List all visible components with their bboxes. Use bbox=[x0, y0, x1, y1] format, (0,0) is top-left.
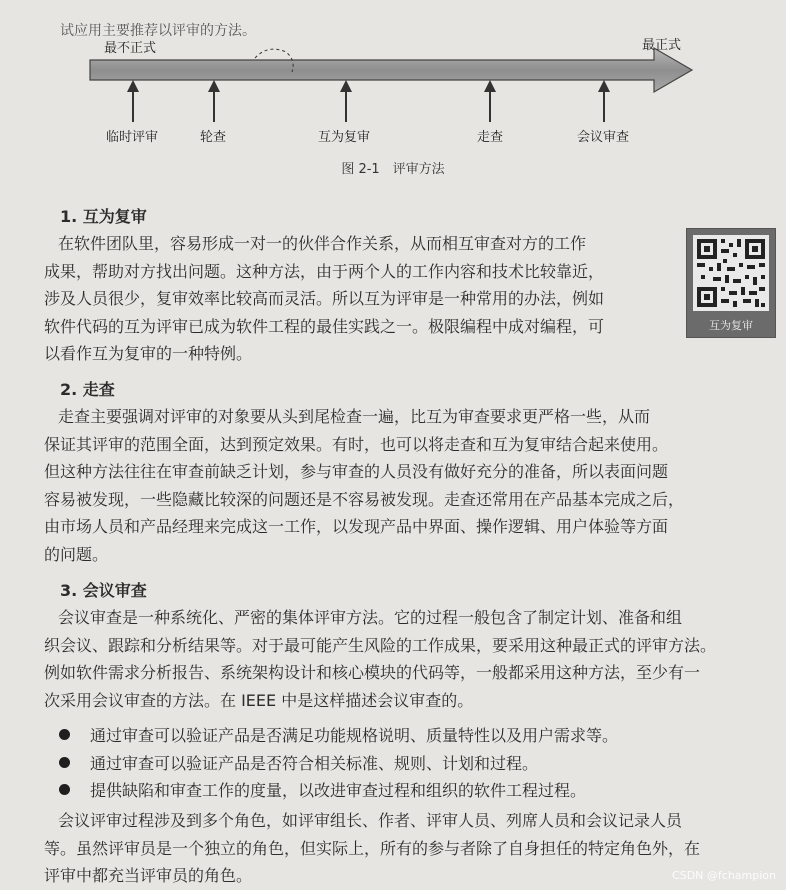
text-line: 会议审查是一种系统化、严密的集体评审方法。它的过程一般包含了制定计划、准备和组 bbox=[58, 608, 683, 627]
least-formal-label: 最不正式 bbox=[104, 41, 157, 56]
qr-code-icon bbox=[693, 235, 769, 311]
text-line: 会议评审过程涉及到多个角色，如评审组长、作者、评审人员、列席人员和会议记录人员 bbox=[58, 811, 683, 830]
text-line: 但这种方法往往在审查前缺乏计划，参与审查的人员没有做好充分的准备，所以表面问题 bbox=[44, 462, 669, 481]
text-line: 成果，帮助对方找出问题。这种方法，由于两个人的工作内容和技术比较靠近， bbox=[44, 261, 605, 281]
text-line: 保证其评审的范围全面，达到预定效果。有时，也可以将走查和互为复审结合起来使用。 bbox=[44, 434, 669, 454]
text-line: 评审中都充当评审员的角色。 bbox=[44, 866, 253, 885]
closing-paragraph bbox=[44, 807, 780, 890]
text-line: 走查主要强调对评审的对象要从头到尾检查一遍，比互为审查要求更严格一些，从而 bbox=[58, 407, 651, 426]
qr-code-box bbox=[686, 228, 776, 338]
method-label-passaround: 轮查 bbox=[200, 130, 227, 145]
text-line: 容易被发现，一些隐藏比较深的问题还是不容易被发现。走查还常用在产品基本完成之后， bbox=[44, 489, 685, 509]
pointer-arrow-2 bbox=[208, 80, 220, 122]
pointer-arrow-4 bbox=[484, 80, 496, 122]
bullet-text: 通过审查可以验证产品是否符合相关标准、规则、计划和过程。 bbox=[90, 753, 539, 773]
ieee-bullet-list bbox=[44, 722, 780, 805]
text-line: 软件代码的互为评审已成为软件工程的最佳实践之一。极限编程中成对编程，可 bbox=[44, 316, 605, 336]
text-line: 例如软件需求分析报告、系统架构设计和核心模块的代码等，一般都采用这种方法，至少有一 bbox=[44, 663, 701, 682]
method-label-walkthrough: 走查 bbox=[477, 130, 504, 145]
page-header-fragment: 试应用主要推荐以评审的方法。 bbox=[60, 23, 256, 39]
text-line: 在软件团队里，容易形成一对一的伙伴合作关系，从而相互审查对方的工作 bbox=[58, 234, 587, 253]
section-heading-inspection: 3. 会议审查 bbox=[60, 581, 147, 600]
section-heading-peer-review: 1. 互为复审 bbox=[60, 207, 147, 226]
method-pointers bbox=[127, 80, 610, 122]
pointer-arrow-3 bbox=[340, 80, 352, 122]
section-body-inspection bbox=[44, 604, 780, 714]
figure-caption: 图 2-1 评审方法 bbox=[341, 162, 445, 177]
list-item bbox=[44, 750, 780, 778]
bullet-dot bbox=[59, 784, 70, 795]
text-line: 等。虽然评审员是一个独立的角色，但实际上，所有的参与者除了自身担任的特定角色外，在 bbox=[44, 838, 701, 858]
text-line: 织会议、跟踪和分析结果等。对于最可能产生风险的工作成果，要采用这种最正式的评审方法。 bbox=[44, 635, 717, 655]
pointer-arrow-1 bbox=[127, 80, 139, 122]
text-line: 由市场人员和产品经理来完成这一工作，以发现产品中界面、操作逻辑、用户体验等方面 bbox=[44, 517, 669, 536]
bullet-text: 提供缺陷和审查工作的度量，以改进审查过程和组织的软件工程过程。 bbox=[90, 781, 587, 800]
section-body-peer-review bbox=[44, 230, 674, 368]
csdn-watermark: CSDN @fchampion bbox=[672, 869, 776, 882]
list-item bbox=[44, 777, 780, 805]
bullet-dot bbox=[59, 729, 70, 740]
section-body-walkthrough bbox=[44, 403, 780, 568]
text-line: 次采用会议审查的方法。在 IEEE 中是这样描述会议审查的。 bbox=[44, 690, 474, 710]
list-item bbox=[44, 722, 780, 750]
pointer-arrow-5 bbox=[598, 80, 610, 122]
text-line: 的问题。 bbox=[44, 544, 109, 564]
text-line: 以看作互为复审的一种特例。 bbox=[44, 344, 253, 363]
bullet-text: 通过审查可以验证产品是否满足功能规格说明、质量特性以及用户需求等。 bbox=[90, 726, 619, 745]
text-line: 涉及人员很少，复审效率比较高而灵活。所以互为评审是一种常用的办法，例如 bbox=[44, 289, 605, 308]
section-heading-walkthrough: 2. 走查 bbox=[60, 380, 115, 399]
most-formal-label: 最正式 bbox=[642, 38, 682, 53]
method-label-inspection: 会议审查 bbox=[577, 130, 630, 145]
method-label-adhoc: 临时评审 bbox=[106, 130, 159, 145]
method-label-peer-review: 互为复审 bbox=[318, 130, 371, 145]
bullet-dot bbox=[59, 757, 70, 768]
qr-code-label: 互为复审 bbox=[709, 319, 753, 332]
